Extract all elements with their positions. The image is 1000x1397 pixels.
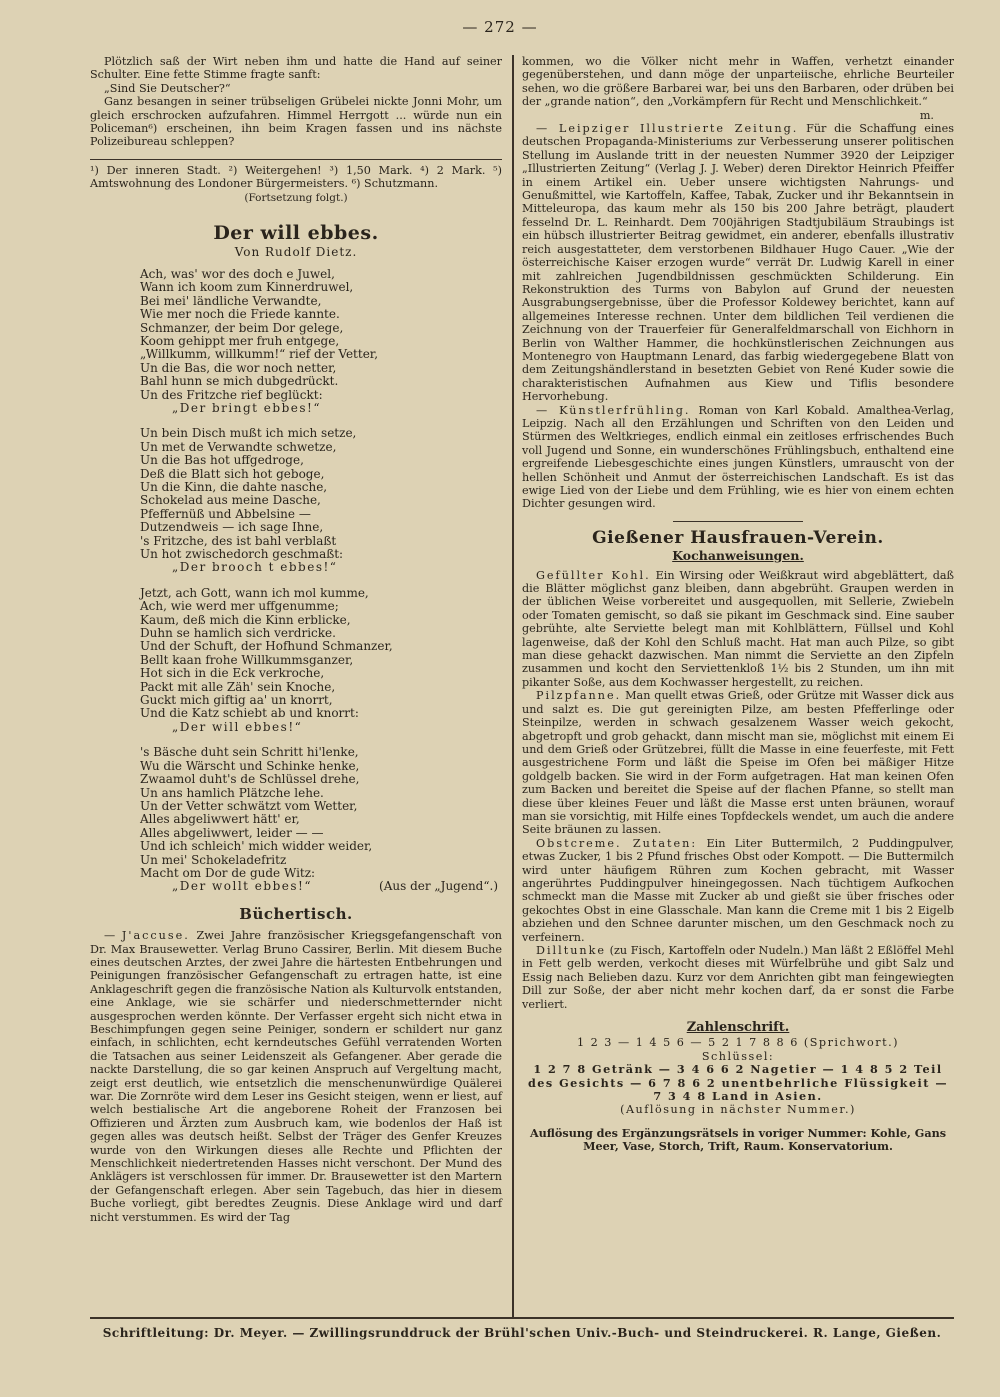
poem-line: Un die Bas, die wor noch netter, [140,360,337,375]
poem-line: Jetzt, ach Gott, wann ich mol kumme, [140,585,369,600]
poem-line: Duhn se hamlich sich verdricke. [140,626,336,641]
story-paragraph: Ganz besangen in seiner trübseligen Grübelei nickte Jonni Mohr, um gleich erschrocken aufzufahren. Himmel Herrgott ... würde nun ein Policeman⁶) erscheinen, ihn beim Kragen fassen und ins nächste Polizeibureau schleppen? [90,95,502,149]
poem-line: Schmanzer, der beim Dor gelege, [140,320,344,335]
poem-author: Von Rudolf Dietz. [234,245,358,260]
poem-line: Schokelad aus meine Dasche, [140,493,321,508]
footer-divider [90,1317,954,1319]
recipe [522,569,954,690]
recipe-text: Ein Wirsing oder Weißkraut wird abgeblättert, daß die Blätter möglichst ganz bleiben, dann abgebrüht. Graupen werden in der üblichen Weise vorbereitet und ausgequollen, mit Sellerie, Zwiebeln oder Tomaten gemischt, so daß sie pikant im Geschmack sind. Eine sauber gebrühte, alte Serviette belegt man mit Kohlblättern, Füllsel und Kohl lagenweise, daß der Kohl den Schluß macht. Hat man auch Pilze, so gibt man diese gehackt dazwischen. Man nimmt die Serviette an den Zipfeln zusammen und kocht den Serviettenkloß 1½ bis 2 Stunden, um ihn mit pikanter Soße, aus dem Kochwasser hergestellt, zu reichen. [522,568,954,689]
poem-line: Wie mer noch die Friede kannte. [140,307,340,322]
recipe-title: Obstcreme. Zutaten: [536,836,698,850]
poem-line: Kaum, deß mich die Kinn erblicke, [140,612,351,627]
story-paragraph: „Sind Sie Deutscher?“ [104,81,231,95]
poem-line: Un met de Verwandte schwetze, [140,439,337,454]
club-subtitle: Kochanweisungen. [672,548,804,564]
poem-line: Un die Kinn, die dahte nasche, [140,479,328,494]
puzzle-title: Zahlenschrift. [686,1020,790,1036]
story-paragraph: Plötzlich saß der Wirt neben ihm und hatte die Hand auf seiner Schulter. Eine fette Stimme fragte sanft: [90,55,502,82]
recipe-text: Man quellt etwas Grieß, oder Grütze mit Wasser dick aus und salzt es. Die gut gereinigten Pilze, am besten Pfefferlinge oder Steinpilze, werden in schwach gesalzenem Wasser weich gekocht, abgetropft und grob gehackt, dann mischt man sie, möglichst mit einem Ei und dem Grieß oder Grützebrei, füllt die Masse in eine feuerfeste, mit Fett ausgestrichene Form und läßt die Speise im Ofen bei mäßiger Hitze goldgelb backen. Sie wird in der Form aufgetragen. Hat man keinen Ofen zum Backen und bereitet die Speise auf der flachen Pfanne, so stellt man diese über kleines Feuer und läßt die Masse erst unten bräunen, worauf man sie vorsichtig, mit Hilfe eines Topfdeckels wendet, um auch die andere Seite bräunen zu lassen. [522,689,954,837]
leipzig-review [522,122,954,404]
poem-line: Dutzendweis — ich sage Ihne, [140,520,324,535]
poem-line: Zwaamol duht's de Schlüssel drehe, [140,772,360,787]
fruehling-review-title: — Künstlerfrühling. [536,403,691,417]
poem-line: Un der Vetter schwätzt vom Wetter, [140,798,358,813]
poem-refrain: „Der will ebbes!“ [172,719,303,734]
book-review-title: J'accuse. [121,929,190,943]
puzzle-note: (Auflösung in nächster Nummer.) [620,1103,856,1117]
book-review-author: m. [919,108,934,122]
poem-line: Un mei' Schokeladefritz [140,852,287,867]
poem-line: Guckt mich giftig aa' un knorrt, [140,693,333,708]
poem-line: Und die Katz schiebt ab und knorrt: [140,706,359,721]
poem-stanza [140,746,502,893]
poem-line: Ach, was' wor des doch e Juwel, [140,266,335,281]
recipe-text: Ein Liter Buttermilch, 2 Puddingpulver, etwas Zucker, 1 bis 2 Pfund frisches Obst oder Kompott. — Die Buttermilch wird unter häufigem Rühren zum Kochen gebracht, mit Wasser angerührtes Puddingpulver hineingegossen. Nach tüchtigem Aufkochen schmeckt man die Masse mit Zucker ab und gießt sie über frisches oder gekochtes Obst in eine Glasschale. Man kann die Creme mit 1 bis 2 Eigelb abziehen und den Schnee darunter mischen, um den Geschmack noch zu verfeinern. [522,836,954,944]
book-review: — J'accuse. Zwei Jahre französischer Kriegsgefangenschaft von Dr. Max Brausewetter. Verlag Bruno Cassirer, Berlin. Mit diesem Buche eines deutschen Arztes, der zwei Jahre die härtesten Entbehrungen und Peinigungen französischer Gefangenschaft zu ertragen hatte, ist eine Anklageschrift gegen die französische Nation als Kulturvolk entstanden, eine Anklage, wie sie schärfer und niederschmetternder nicht ausgesprochen werden könnte. Der Verfasser ergeht sich nicht etwa in Beschimpfungen gegen seine Peiniger, sondern er schildert nur ganz einfach, in schlichten, echt kerndeutsches Gefühl verratenden Worten die Tatsachen aus seiner Leidenszeit als Gefangener. Aber gerade die nackte Darstellung, die so gar keinen Anspruch auf Vergeltung macht, zeigt erst deutlich, wie entsetzlich die menschenunwürdige Quälerei war. Die Zornröte wird dem Leser ins Gesicht steigen, wenn er liest, auf welch bestialische Art die angeborene Roheit der Franzosen bei Offizieren und Ärzten zum Ausbruch kam, wie bodenlos der Haß ist gegen alles was deutsch heißt. Selbst der Träger des Genfer Kreuzes wurde von den Wirkungen dieses alle Rechte und Pflichten der Menschlichkeit niedertretenden Hasses nicht verschont. Der Mund des Anklägers ist verschlossen für immer. Dr. Brausewetter ist den Martern der Gefangenschaft erlegen. Aber sein Tagebuch, das hier in diesem Buche vorliegt, gibt beredtes Zeugnis. Diese Anklage wird und darf nicht verstummen. Es wird der Tag [90,929,503,1224]
poem-line: Packt mit alle Zäh' sein Knoche, [140,679,336,694]
poem-line: Ach, wie werd mer uffgenumme; [140,599,339,614]
recipe-title: Pilzpfanne. [536,689,622,703]
puzzle-key-label: Schlüssel: [701,1049,775,1063]
poem-title: Der will ebbes. [213,222,379,245]
poem-line: Un ans hamlich Plätzche lehe. [140,785,324,800]
footnotes [90,159,502,191]
footnote: ¹) Der inneren Stadt. ²) Weitergehen! ³) 1,50 Mark. ⁴) 2 Mark. ⁵) Amtswohnung des Londoner Bürgermeisters. ⁶) Schutzmann. [90,163,502,191]
poem-line: „Willkumm, willkumm!“ rief der Vetter, [140,347,379,362]
puzzle-key: 1 2 7 8 Getränk — 3 4 6 6 2 Nagetier — 1 4 8 5 2 Teil des Gesichts — 6 7 8 6 2 unentbehrliche Flüssigkeit — 7 3 4 8 Land in Asien. [527,1062,949,1104]
poem-line: Pfeffernüß und Abbelsine — [140,506,311,521]
poem-line: 's Fritzche, des ist bahl verblaßt [140,533,337,548]
recipe [522,689,954,836]
recipe-text: (zu Fisch, Kartoffeln oder Nudeln.) Man läßt 2 Eßlöffel Mehl in Fett gelb werden, verkocht dieses mit Würfelbrühe und gibt Salz und Essig nach Belieben dazu. Kurz vor dem Anrichten gibt man feingewiegten Dill zur Soße, der aber nicht mehr kochen darf, da er sonst die Farbe verliert. [522,944,954,1011]
leipzig-review-text: Für die Schaffung eines deutschen Propaganda-Ministeriums zur Verbesserung unserer politischen Stellung im Auslande tritt in der neuesten Nummer 3920 der Leipziger „Illustrierten Zeitung“ (Verlag J. J. Weber) deren Direktor Heinrich Pfeiffer in einem Artikel ein. Ueber unsere wichtigsten Nahrungs- und Genußmittel, wie Kartoffeln, Kaffee, Tabak, Zucker und ihr Bekanntsein in Mitteleuropa, das kaum mehr als 150 bis 200 Jahre beträgt, plaudert fesselnd Dr. L. Reinhardt. Dem 700jährigen Stadtjubiläum Straubings ist ein hübsch illustrierter Beitrag gewidmet, ein anderer, ebenfalls illustrativ reich ausgestatteter, dem verstorbenen Bildhauer Hugo Cauer. „Wie der österreichische Kaiser erzogen wurde“ verrät Dr. Ludwig Karell in einer mit zahlreichen Jugendbildnissen geschmückten Schilderung. Ein Rekonstruktion des Turms von Babylon auf Grund der neuesten Ausgrabungsergebnisse, über die Professor Koldewey berichtet, kann auf allgemeines Interesse rechnen. Unter dem bildlichen Teil verdienen die Zeichnung von der Trauerfeier für Generalfeldmarschall von Eichhorn in Berlin von Walther Hammer, die hochkünstlerischen Zeichnungen aus Montenegro von Hauptmann Lenard, das farbig wiedergegebene Blatt von dem Zeitungshändlerstand in besetzten Gebiet von René Kuder sowie die charakteristischen Aufnahmen aus Kiew und Tiflis besondere Hervorhebung. [522,122,954,404]
club-title: Gießener Hausfrauen-Verein. [592,527,884,548]
page-number: — 272 — [462,18,538,36]
books-title: Büchertisch. [239,904,353,923]
poem-refrain-row [140,880,502,893]
poem-line: Alles abgeliwwert hätt' er, [140,812,300,827]
poem-line: Macht om Dor de gude Witz: [140,865,316,880]
poem-line: Und ich schleich' mich widder weider, [140,839,373,854]
poem-line: Alles abgeliwwert, leider — — [140,825,324,840]
poem-stanza [140,427,502,574]
poem-refrain: „Der bringt ebbes!“ [172,400,321,415]
imprint: Schriftleitung: Dr. Meyer. — Zwillingsrunddruck der Brühl'schen Univ.-Buch- und Steindruckerei. R. Lange, Gießen. [102,1326,942,1340]
poem-line: Un bein Disch mußt ich mich setze, [140,426,357,441]
poem-line: Wann ich koom zum Kinnerdruwel, [140,280,354,295]
puzzle-solution: Auflösung des Ergänzungsrätsels in voriger Nummer: Kohle, Gans Meer, Vase, Storch, Trift, Raum. Konservatorium. [529,1125,947,1154]
poem-line: Un des Fritzche rief beglückt: [140,387,323,402]
poem-refrain: „Der brooch t ebbes!“ [172,560,338,575]
leipzig-review-title: — Leipziger Illustrierte Zeitung. [536,122,799,136]
poem-line: Un hot zwischedorch geschmaßt: [140,547,344,561]
puzzle-line: 1 2 3 — 1 4 5 6 — 5 2 1 7 8 8 6 (Sprichwort.) [576,1036,900,1050]
continued-note: (Fortsetzung folgt.) [244,191,348,204]
poem-line: 's Bäsche duht sein Schritt hi'lenke, [140,745,359,760]
poem-line: Bellt kaan frohe Willkummsganzer, [140,652,354,667]
fruehling-review [522,404,954,511]
poem-line: Deß die Blatt sich hot geboge, [140,466,325,481]
poem-refrain: „Der wollt ebbes!“ [172,879,312,894]
poem-line: Hot sich in die Eck verkroche, [140,666,325,681]
fruehling-review-text: Roman von Karl Kobald. Amalthea-Verlag, Leipzig. Nach all den Erzählungen und Schriften von den Leiden und Stürmen des Weltkrieges, endlich einmal ein zeitloses erfrischendes Buch voll Jugend und Sonne, ein wunderschönes Frühlingsbuch, enthaltend eine ergreifende Liebesgeschichte eines jungen Künstlers, umrauscht von der hellen Schönheit und Anmut der österreichischen Landschaft. Es ist das ewige Lied von der Liebe und dem Frühling, wie es hier von einem echten Dichter gesungen wird. [522,403,954,511]
recipe-title: Gefüllter Kohl. [536,568,651,582]
column-divider [512,55,514,1317]
poem-line: Und der Schuft, der Hofhund Schmanzer, [140,639,393,654]
section-divider [673,521,803,522]
poem-line: Bei mei' ländliche Verwandte, [140,293,322,308]
poem-line: Koom gehippt mer fruh entgege, [140,333,340,348]
recipe-title: Dilltunke [536,944,607,957]
left-column [90,55,502,1224]
poem-line: Bahl hunn se mich dubgedrückt. [140,374,339,389]
poem-line: Wu die Wärscht und Schinke henke, [140,758,360,773]
recipe [522,944,954,1011]
book-review-continued: kommen, wo die Völker nicht mehr in Waffen, verhetzt einander gegenüberstehen, und dann möge der unparteiische, ehrliche Beurteiler sehen, wo die größere Barbarei war, bei uns den Barbaren, oder drüben bei der „grande nation“, den „Vorkämpfern für Recht und Menschlichkeit.“ [522,55,954,109]
book-review-text: Zwei Jahre französischer Kriegsgefangenschaft von Dr. Max Brausewetter. Verlag Bruno Cassirer, Berlin. Mit diesem Buche eines deutschen Arztes, der zwei Jahre die härtesten Entbehrungen und Peinigungen französischer Gefangenschaft zu ertragen hatte, ist eine Anklageschrift gegen die französische Nation als Kulturvolk entstanden, eine Anklage, wie sie schärfer und niederschmetternder nicht ausgesprochen werden könnte. Der Verfasser ergeht sich nicht etwa in Beschimpfungen gegen seine Peiniger, sondern er schildert nur ganz einfach, in schlichten, echt kerndeutsches Gefühl verratenden Worten die Tatsachen aus seiner Leidenszeit als Gefangener. Aber gerade die nackte Darstellung, die so gar keinen Anspruch auf Vergeltung macht, zeigt erst deutlich, wie entsetzlich die menschenunwürdige Quälerei war. Die Zornröte wird dem Leser ins Gesicht steigen, wenn er liest, auf welch bestialische Art die angeborene Roheit der Franzosen bei Offizieren und Ärzten zum Ausbruch kam, wie bodenlos der Haß ist gegen alles was deutsch heißt. Selbst der Träger des Genfer Kreuzes wurde von den Wirkungen dieses alle Rechte und Pflichten der Menschlichkeit niedertretenden Hasses nicht verschont. Der Mund des Anklägers ist verschlossen für immer. Dr. Brausewetter ist den Martern der Gefangenschaft erlegen. Aber sein Tagebuch, das hier in diesem Buche vorliegt, gibt beredtes Zeugnis. Diese Anklage wird und darf nicht verstummen. Es wird der Tag [90,929,503,1224]
poem-line: Un die Bas hot uffgedroge, [140,453,304,468]
poem-source: (Aus der „Jugend“.) [379,879,498,894]
right-column [522,55,954,1154]
recipe [522,837,954,944]
poem-stanza [140,587,502,734]
poem-stanza [140,268,502,415]
